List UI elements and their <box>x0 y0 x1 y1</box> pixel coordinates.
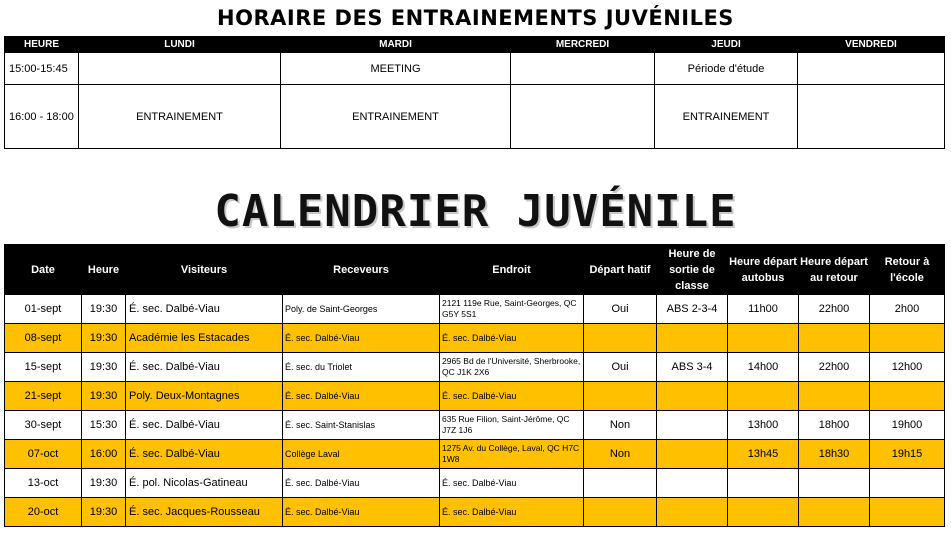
calendar-row <box>5 498 945 527</box>
early-departure-cell: Non <box>584 411 657 440</box>
schedule-row <box>5 53 945 85</box>
bus-departure-cell <box>728 324 799 353</box>
schedule-cell: ENTRAINEMENT <box>79 85 281 149</box>
location-cell: É. sec. Dalbé-Viau <box>440 324 584 353</box>
early-departure-cell <box>584 469 657 498</box>
bus-departure-cell <box>728 382 799 411</box>
header-jeudi: JEUDI <box>655 37 798 53</box>
class-exit-cell: ABS 3-4 <box>657 353 728 382</box>
schedule-cell: ENTRAINEMENT <box>655 85 798 149</box>
return-departure-cell: 18h30 <box>799 440 870 469</box>
header-mercredi: MERCREDI <box>511 37 655 53</box>
calendar-title: CALENDRIER JUVÉNILE <box>214 186 737 237</box>
return-departure-cell: 22h00 <box>799 295 870 324</box>
return-departure-cell <box>799 382 870 411</box>
schedule-cell: MEETING <box>281 53 511 85</box>
header-mardi: MARDI <box>281 37 511 53</box>
location-cell: 1275 Av. du Collège, Laval, QC H7C 1W8 <box>440 440 584 469</box>
return-departure-cell <box>799 324 870 353</box>
location-cell: É. sec. Dalbé-Viau <box>440 382 584 411</box>
location-cell: 2121 119e Rue, Saint-Georges, QC G5Y 5S1 <box>440 295 584 324</box>
visitors-cell: É. sec. Dalbé-Viau <box>126 411 283 440</box>
location-cell: 2965 Bd de l'Université, Sherbrooke, QC J1K 2X6 <box>440 353 584 382</box>
class-exit-cell: ABS 2-3-4 <box>657 295 728 324</box>
school-return-cell: 2h00 <box>870 295 945 324</box>
return-departure-cell: 18h00 <box>799 411 870 440</box>
header-vendredi: VENDREDI <box>798 37 945 53</box>
header-depart-autobus: Heure départ autobus <box>728 245 799 295</box>
header-receveurs: Receveurs <box>283 245 440 295</box>
training-schedule-table <box>4 36 945 149</box>
location-cell: É. sec. Dalbé-Viau <box>440 469 584 498</box>
header-depart-hatif: Départ hatif <box>584 245 657 295</box>
date-cell: 01-sept <box>5 295 82 324</box>
date-cell: 20-oct <box>5 498 82 527</box>
calendar-row <box>5 469 945 498</box>
schedule-cell <box>798 85 945 149</box>
visitors-cell: É. sec. Dalbé-Viau <box>126 353 283 382</box>
school-return-cell <box>870 324 945 353</box>
header-retour-ecole: Retour à l'école <box>870 245 945 295</box>
home-team-cell: Poly. de Saint-Georges <box>283 295 440 324</box>
bus-departure-cell: 11h00 <box>728 295 799 324</box>
date-cell: 07-oct <box>5 440 82 469</box>
home-team-cell: É. sec. du Triolet <box>283 353 440 382</box>
header-heure: Heure <box>82 245 126 295</box>
early-departure-cell: Oui <box>584 353 657 382</box>
date-cell: 13-oct <box>5 469 82 498</box>
location-cell: É. sec. Dalbé-Viau <box>440 498 584 527</box>
header-date: Date <box>5 245 82 295</box>
time-cell: 19:30 <box>82 353 126 382</box>
home-team-cell: É. sec. Dalbé-Viau <box>283 324 440 353</box>
time-cell: 16:00 <box>82 440 126 469</box>
calendar-row <box>5 324 945 353</box>
time-cell: 19:30 <box>82 498 126 527</box>
bus-departure-cell: 14h00 <box>728 353 799 382</box>
header-depart-retour: Heure départ au retour <box>799 245 870 295</box>
schedule-cell: 16:00 - 18:00 <box>5 85 79 149</box>
return-departure-cell <box>799 469 870 498</box>
schedule-cell <box>798 53 945 85</box>
calendar-row <box>5 440 945 469</box>
schedule-cell: 15:00-15:45 <box>5 53 79 85</box>
bus-departure-cell: 13h00 <box>728 411 799 440</box>
calendar-row <box>5 295 945 324</box>
bus-departure-cell <box>728 498 799 527</box>
calendar-row <box>5 411 945 440</box>
school-return-cell <box>870 382 945 411</box>
early-departure-cell: Non <box>584 440 657 469</box>
school-return-cell <box>870 498 945 527</box>
visitors-cell: É. sec. Dalbé-Viau <box>126 440 283 469</box>
early-departure-cell <box>584 498 657 527</box>
visitors-cell: É. pol. Nicolas-Gatineau <box>126 469 283 498</box>
school-return-cell <box>870 469 945 498</box>
calendar-header-row <box>5 245 945 295</box>
class-exit-cell <box>657 411 728 440</box>
header-lundi: LUNDI <box>79 37 281 53</box>
bus-departure-cell <box>728 469 799 498</box>
home-team-cell: É. sec. Saint-Stanislas <box>283 411 440 440</box>
calendar-row <box>5 382 945 411</box>
header-heure: HEURE <box>5 37 79 53</box>
schedule-cell: Période d'étude <box>655 53 798 85</box>
schedule-title: HORAIRE DES ENTRAINEMENTS JUVÉNILES <box>217 6 734 30</box>
calendar-row <box>5 353 945 382</box>
return-departure-cell <box>799 498 870 527</box>
schedule-header-row <box>5 37 945 53</box>
location-cell: 635 Rue Filion, Saint-Jérôme, QC J7Z 1J6 <box>440 411 584 440</box>
class-exit-cell <box>657 498 728 527</box>
schedule-row <box>5 85 945 149</box>
class-exit-cell <box>657 324 728 353</box>
date-cell: 15-sept <box>5 353 82 382</box>
schedule-cell <box>511 85 655 149</box>
time-cell: 15:30 <box>82 411 126 440</box>
schedule-cell: ENTRAINEMENT <box>281 85 511 149</box>
school-return-cell: 19h00 <box>870 411 945 440</box>
juvenile-calendar-table <box>4 244 945 527</box>
visitors-cell: É. sec. Jacques-Rousseau <box>126 498 283 527</box>
home-team-cell: É. sec. Dalbé-Viau <box>283 382 440 411</box>
class-exit-cell <box>657 469 728 498</box>
early-departure-cell <box>584 324 657 353</box>
header-sortie-classe: Heure de sortie de classe <box>657 245 728 295</box>
home-team-cell: É. sec. Dalbé-Viau <box>283 469 440 498</box>
home-team-cell: Collège Laval <box>283 440 440 469</box>
school-return-cell: 12h00 <box>870 353 945 382</box>
date-cell: 08-sept <box>5 324 82 353</box>
date-cell: 21-sept <box>5 382 82 411</box>
schedule-cell <box>511 53 655 85</box>
time-cell: 19:30 <box>82 295 126 324</box>
time-cell: 19:30 <box>82 469 126 498</box>
school-return-cell: 19h15 <box>870 440 945 469</box>
header-visiteurs: Visiteurs <box>126 245 283 295</box>
visitors-cell: Poly. Deux-Montagnes <box>126 382 283 411</box>
visitors-cell: Académie les Estacades <box>126 324 283 353</box>
early-departure-cell: Oui <box>584 295 657 324</box>
bus-departure-cell: 13h45 <box>728 440 799 469</box>
return-departure-cell: 22h00 <box>799 353 870 382</box>
time-cell: 19:30 <box>82 382 126 411</box>
visitors-cell: É. sec. Dalbé-Viau <box>126 295 283 324</box>
time-cell: 19:30 <box>82 324 126 353</box>
class-exit-cell <box>657 440 728 469</box>
class-exit-cell <box>657 382 728 411</box>
home-team-cell: É. sec. Dalbé-Viau <box>283 498 440 527</box>
early-departure-cell <box>584 382 657 411</box>
date-cell: 30-sept <box>5 411 82 440</box>
schedule-cell <box>79 53 281 85</box>
header-endroit: Endroit <box>440 245 584 295</box>
